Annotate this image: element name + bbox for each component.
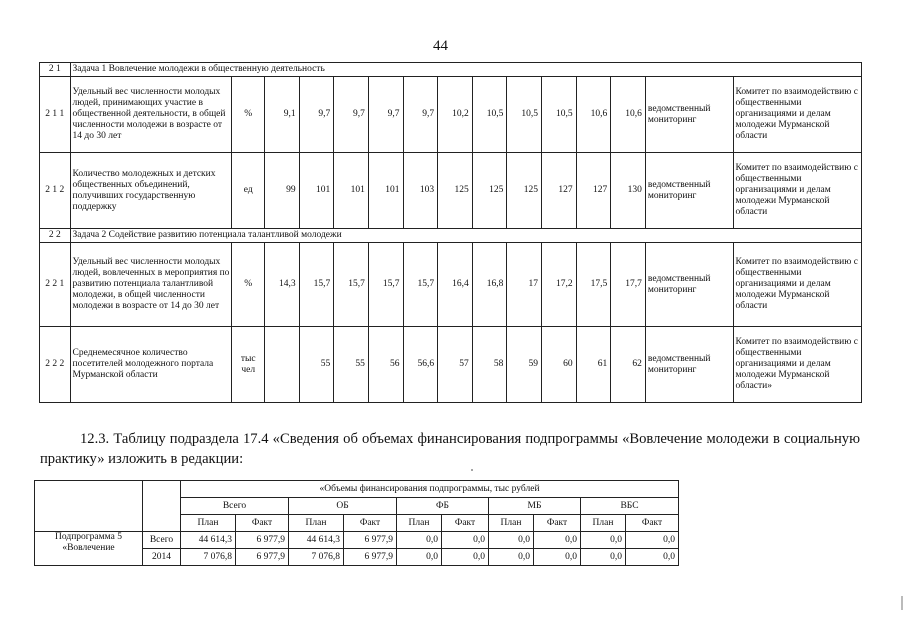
- indicator-value: 17,2: [542, 243, 577, 327]
- scan-mark-dot: [470, 468, 474, 472]
- period-cell: Всего: [143, 532, 181, 549]
- indicator-value: 127: [542, 153, 577, 229]
- indicator-value: 16,4: [438, 243, 473, 327]
- indicator-value: 101: [368, 153, 403, 229]
- task-title: Задача 1 Вовлечение молодежи в общественную деятельность: [70, 63, 861, 77]
- period-cell: 2014: [143, 549, 181, 566]
- subprogram-label: [35, 532, 143, 566]
- indicator-name: Удельный вес численности молодых людей, вовлеченных в мероприятия по развитию потенциала талантливой молодежи, в общей численности молодежи в возрасте от 14 до 30 лет: [70, 243, 232, 327]
- financing-value: 0,0: [442, 549, 489, 566]
- financing-value: 44 614,3: [289, 532, 344, 549]
- indicator-value: 10,6: [611, 77, 646, 153]
- source-group-header: ФБ: [397, 498, 489, 515]
- indicator-value: 130: [611, 153, 646, 229]
- indicator-name: Среднемесячное количество посетителей молодежного портала Мурманской области: [70, 327, 232, 403]
- indicator-value: 17,5: [576, 243, 611, 327]
- subprogram-label-line1: Подпрограмма 5: [55, 532, 122, 542]
- plan-header: План: [581, 515, 626, 532]
- page-number: 44: [433, 38, 448, 54]
- indicator-value: 60: [542, 327, 577, 403]
- indicator-value: 125: [438, 153, 473, 229]
- indicator-value: 17: [507, 243, 542, 327]
- indicator-value: 16,8: [472, 243, 507, 327]
- source-group-header: ВБС: [581, 498, 679, 515]
- period-header: [143, 481, 181, 532]
- financing-value: 7 076,8: [289, 549, 344, 566]
- indicator-responsible: Комитет по взаимодействию с общественными организациями и делам молодежи Мурманской области: [733, 243, 862, 327]
- indicator-value: 9,7: [403, 77, 438, 153]
- financing-value: 0,0: [442, 532, 489, 549]
- indicators-table: [39, 62, 862, 403]
- financing-row: [35, 532, 679, 549]
- scan-mark-line: [900, 596, 904, 610]
- indicator-source: ведомственный мониторинг: [645, 153, 733, 229]
- indicator-row: [40, 153, 862, 229]
- plan-header: План: [181, 515, 236, 532]
- plan-header: План: [289, 515, 344, 532]
- financing-value: 0,0: [397, 532, 442, 549]
- indicator-row: [40, 77, 862, 153]
- fact-header: Факт: [626, 515, 679, 532]
- indicator-name: Удельный вес численности молодых людей, принимающих участие в общественной деятельности, в общей численности молодежи в возрасте от 14 до 30 лет: [70, 77, 232, 153]
- indicator-row: [40, 327, 862, 403]
- indicator-value: 55: [299, 327, 334, 403]
- indicator-value: 15,7: [403, 243, 438, 327]
- indicator-value: 125: [507, 153, 542, 229]
- indicator-responsible: Комитет по взаимодействию с общественными организациями и делам молодежи Мурманской области: [733, 153, 862, 229]
- source-group-header: Всего: [181, 498, 289, 515]
- financing-value: 0,0: [581, 532, 626, 549]
- financing-value: 0,0: [626, 532, 679, 549]
- indicator-value: 9,1: [265, 77, 300, 153]
- task-title: Задача 2 Содействие развитию потенциала талантливой молодежи: [70, 229, 861, 243]
- indicator-value: 15,7: [299, 243, 334, 327]
- indicator-value: 15,7: [334, 243, 369, 327]
- indicator-value: 125: [472, 153, 507, 229]
- financing-value: 0,0: [489, 532, 534, 549]
- indicator-value: 103: [403, 153, 438, 229]
- financing-value: 0,0: [626, 549, 679, 566]
- indicator-name: Количество молодежных и детских общественных объединений, получивших государственную поддержку: [70, 153, 232, 229]
- fact-header: Факт: [442, 515, 489, 532]
- financing-value: 6 977,9: [236, 532, 289, 549]
- indicator-value: 9,7: [334, 77, 369, 153]
- indicator-value: 10,5: [472, 77, 507, 153]
- row-label-header: [35, 481, 143, 532]
- indicator-value: 14,3: [265, 243, 300, 327]
- fact-header: Факт: [236, 515, 289, 532]
- indicator-value: 10,5: [507, 77, 542, 153]
- indicator-value: 59: [507, 327, 542, 403]
- indicator-value: [265, 327, 300, 403]
- indicator-responsible: Комитет по взаимодействию с общественными организациями и делам молодежи Мурманской области»: [733, 327, 862, 403]
- indicator-responsible: Комитет по взаимодействию с общественными организациями и делам молодежи Мурманской области: [733, 77, 862, 153]
- financing-value: 6 977,9: [344, 532, 397, 549]
- financing-value: 0,0: [581, 549, 626, 566]
- indicator-value: 57: [438, 327, 473, 403]
- indicator-value: 101: [334, 153, 369, 229]
- indicator-value: 15,7: [368, 243, 403, 327]
- financing-value: 0,0: [534, 532, 581, 549]
- financing-value: 0,0: [534, 549, 581, 566]
- financing-value: 6 977,9: [236, 549, 289, 566]
- financing-value: 44 614,3: [181, 532, 236, 549]
- indicator-number: 2 2 1: [40, 243, 71, 327]
- source-group-header: ОБ: [289, 498, 397, 515]
- indicator-value: 56,6: [403, 327, 438, 403]
- indicator-unit: %: [232, 243, 265, 327]
- indicator-value: 62: [611, 327, 646, 403]
- financing-table: [34, 480, 679, 566]
- indicator-value: 10,6: [576, 77, 611, 153]
- task-row: [40, 63, 862, 77]
- financing-title: «Объемы финансирования подпрограммы, тыс рублей: [181, 481, 679, 498]
- indicator-value: 55: [334, 327, 369, 403]
- source-group-header: МБ: [489, 498, 581, 515]
- task-number: 2 2: [40, 229, 71, 243]
- instruction-paragraph: 12.3. Таблицу подраздела 17.4 «Сведения об объемах финансирования подпрограммы «Вовлечение молодежи в социальную практику» изложить в редакции:: [40, 431, 860, 467]
- indicator-number: 2 1 1: [40, 77, 71, 153]
- fact-header: Факт: [344, 515, 397, 532]
- indicator-number: 2 2 2: [40, 327, 71, 403]
- financing-value: 6 977,9: [344, 549, 397, 566]
- indicator-unit: %: [232, 77, 265, 153]
- indicator-value: 127: [576, 153, 611, 229]
- indicator-unit: ед: [232, 153, 265, 229]
- financing-value: 0,0: [489, 549, 534, 566]
- indicator-value: 17,7: [611, 243, 646, 327]
- plan-header: План: [397, 515, 442, 532]
- subprogram-label-line2: «Вовлечение: [62, 543, 115, 553]
- financing-value: 0,0: [397, 549, 442, 566]
- indicator-source: ведомственный мониторинг: [645, 243, 733, 327]
- task-row: [40, 229, 862, 243]
- indicator-value: 61: [576, 327, 611, 403]
- indicator-value: 101: [299, 153, 334, 229]
- indicator-value: 10,2: [438, 77, 473, 153]
- indicator-source: ведомственный мониторинг: [645, 327, 733, 403]
- indicator-value: 10,5: [542, 77, 577, 153]
- indicator-value: 58: [472, 327, 507, 403]
- plan-header: План: [489, 515, 534, 532]
- indicator-value: 9,7: [368, 77, 403, 153]
- indicator-value: 99: [265, 153, 300, 229]
- indicator-unit: тыс чел: [232, 327, 265, 403]
- indicator-value: 56: [368, 327, 403, 403]
- fact-header: Факт: [534, 515, 581, 532]
- indicator-number: 2 1 2: [40, 153, 71, 229]
- indicator-source: ведомственный мониторинг: [645, 77, 733, 153]
- financing-value: 7 076,8: [181, 549, 236, 566]
- indicator-row: [40, 243, 862, 327]
- indicator-value: 9,7: [299, 77, 334, 153]
- task-number: 2 1: [40, 63, 71, 77]
